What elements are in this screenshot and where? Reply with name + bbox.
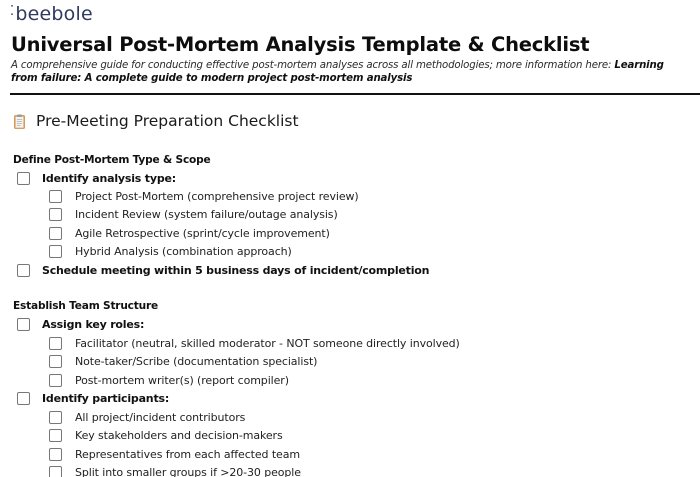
checkbox[interactable] xyxy=(49,466,62,477)
checklist-item-hybrid-analysis[interactable]: Hybrid Analysis (combination approach) xyxy=(49,245,292,258)
checklist-item-split-groups[interactable]: Split into smaller groups if >20-30 people xyxy=(49,466,301,477)
group-title-define-scope: Define Post-Mortem Type & Scope xyxy=(13,154,211,166)
page-title: Universal Post-Mortem Analysis Template & Checklist xyxy=(11,33,590,56)
beebole-logo xyxy=(10,3,93,25)
checklist-item-identify-analysis-type[interactable]: Identify analysis type: xyxy=(17,172,176,185)
logo-text: beebole xyxy=(15,3,93,25)
checklist-item-all-contributors[interactable]: All project/incident contributors xyxy=(49,411,245,424)
checklist-item-note-taker[interactable]: Note-taker/Scribe (documentation specialist) xyxy=(49,355,317,368)
checkbox[interactable] xyxy=(17,172,30,185)
checklist-item-facilitator[interactable]: Facilitator (neutral, skilled moderator - NOT someone directly involved) xyxy=(49,337,460,350)
checkbox[interactable] xyxy=(49,190,62,203)
checklist-item-incident-review[interactable]: Incident Review (system failure/outage analysis) xyxy=(49,208,338,221)
checkbox[interactable] xyxy=(49,411,62,424)
checkbox[interactable] xyxy=(49,337,62,350)
checkbox[interactable] xyxy=(49,245,62,258)
group-title-team-structure: Establish Team Structure xyxy=(13,300,158,312)
checklist-item-schedule-meeting[interactable]: Schedule meeting within 5 business days of incident/completion xyxy=(17,264,429,277)
checklist-item-team-representatives[interactable]: Representatives from each affected team xyxy=(49,448,300,461)
checkbox[interactable] xyxy=(17,392,30,405)
subtitle-text: A comprehensive guide for conducting effective post-mortem analyses across all methodologies; more information here: xyxy=(11,60,615,71)
logo-dots-icon: ⁚ xyxy=(10,4,15,19)
clipboard-icon xyxy=(14,114,25,129)
header-divider xyxy=(10,93,700,95)
checkbox[interactable] xyxy=(49,429,62,442)
checkbox[interactable] xyxy=(49,227,62,240)
checklist-item-key-stakeholders[interactable]: Key stakeholders and decision-makers xyxy=(49,429,283,442)
checkbox[interactable] xyxy=(49,448,62,461)
checklist-item-agile-retrospective[interactable]: Agile Retrospective (sprint/cycle improvement) xyxy=(49,227,330,240)
checkbox[interactable] xyxy=(17,318,30,331)
checkbox[interactable] xyxy=(49,355,62,368)
section-heading xyxy=(14,112,299,130)
section-title: Pre-Meeting Preparation Checklist xyxy=(36,112,299,130)
checkbox[interactable] xyxy=(49,208,62,221)
checklist-item-project-post-mortem[interactable]: Project Post-Mortem (comprehensive project review) xyxy=(49,190,359,203)
checklist-item-post-mortem-writer[interactable]: Post-mortem writer(s) (report compiler) xyxy=(49,374,289,387)
checkbox[interactable] xyxy=(49,374,62,387)
checkbox[interactable] xyxy=(17,264,30,277)
checklist-item-identify-participants[interactable]: Identify participants: xyxy=(17,392,169,405)
guide-link[interactable]: Learning from failure: A complete guide to modern project post-mortem analysis xyxy=(11,60,664,84)
checklist-item-assign-key-roles[interactable]: Assign key roles: xyxy=(17,318,144,331)
page-subtitle xyxy=(11,60,691,85)
